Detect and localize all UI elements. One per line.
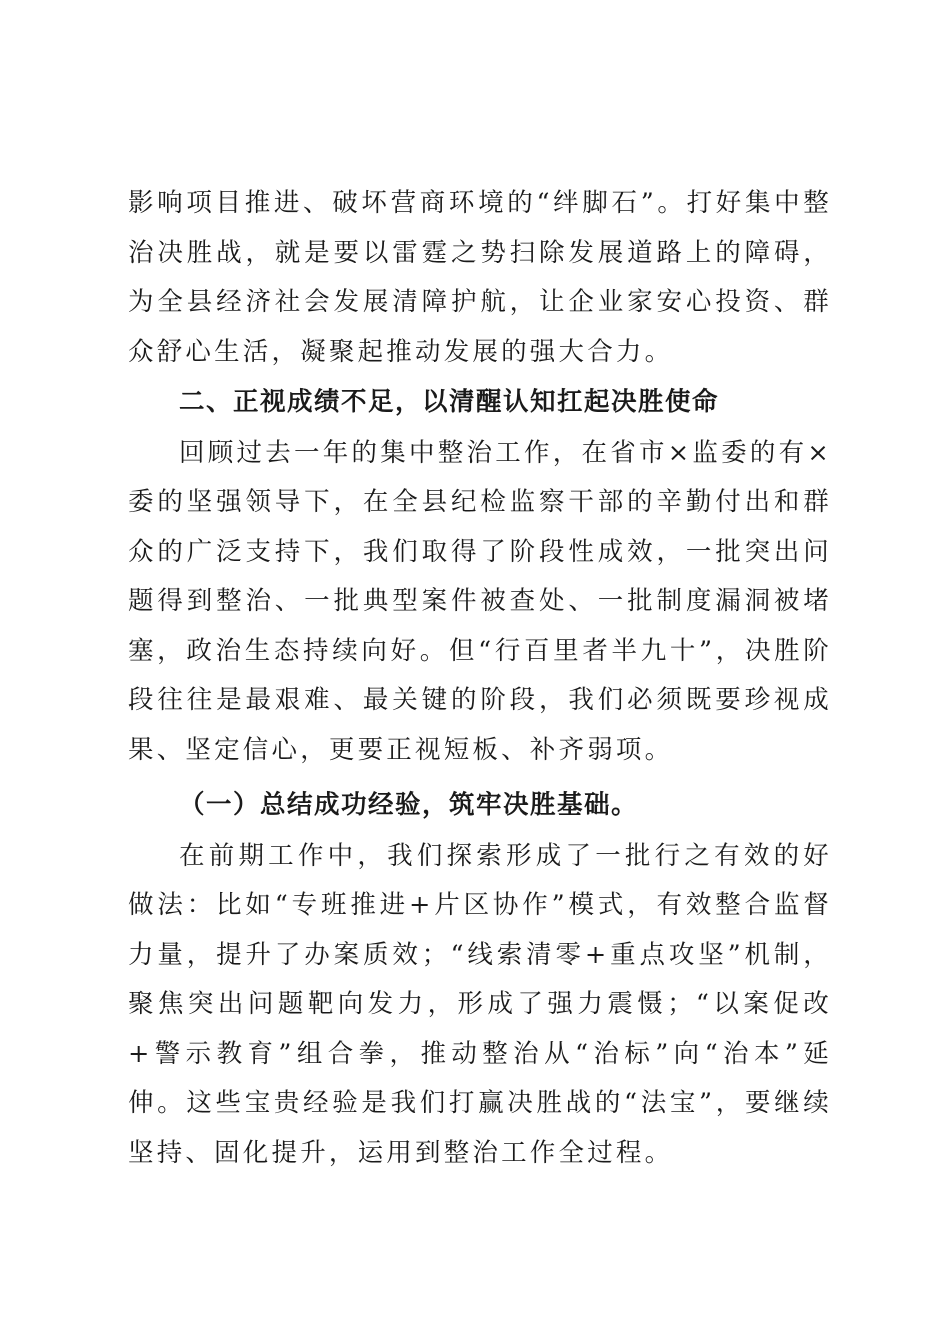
- paragraph-continuation: 影响项目推进、破坏营商环境的“绊脚石”。打好集中整治决胜战，就是要以雷霆之势扫除发展道路上的障碍，为全县经济社会发展清障护航，让企业家安心投资、群众舒心生活，凝聚起推动发展的强大合力。: [128, 188, 832, 367]
- section-heading: 二、正视成绩不足，以清醒认知扛起决胜使命: [179, 387, 720, 417]
- document-body: [128, 179, 832, 1178]
- subsection-heading: （一）总结成功经验，筑牢决胜基础。: [179, 790, 639, 820]
- paragraph-review: 回顾过去一年的集中整治工作，在省市×监委的有×委的坚强领导下，在全县纪检监察干部的辛勤付出和群众的广泛支持下，我们取得了阶段性成效，一批突出问题得到整治、一批典型案件被查处、一批制度漏洞被堵塞，政治生态持续向好。但“行百里者半九十”，决胜阶段往往是最艰难、最关键的阶段，我们必须既要珍视成果、坚定信心，更要正视短板、补齐弱项。: [128, 437, 832, 765]
- paragraph-experience: 在前期工作中，我们探索形成了一批行之有效的好做法：比如“专班推进+片区协作”模式，有效整合监督力量，提升了办案质效；“线索清零+重点攻坚”机制，聚焦突出问题靶向发力，形成了强力震慑；“以案促改+警示教育”组合拳，推动整治从“治标”向“治本”延伸。这些宝贵经验是我们打赢决胜战的“法宝”，要继续坚持、固化提升，运用到整治工作全过程。: [128, 840, 832, 1168]
